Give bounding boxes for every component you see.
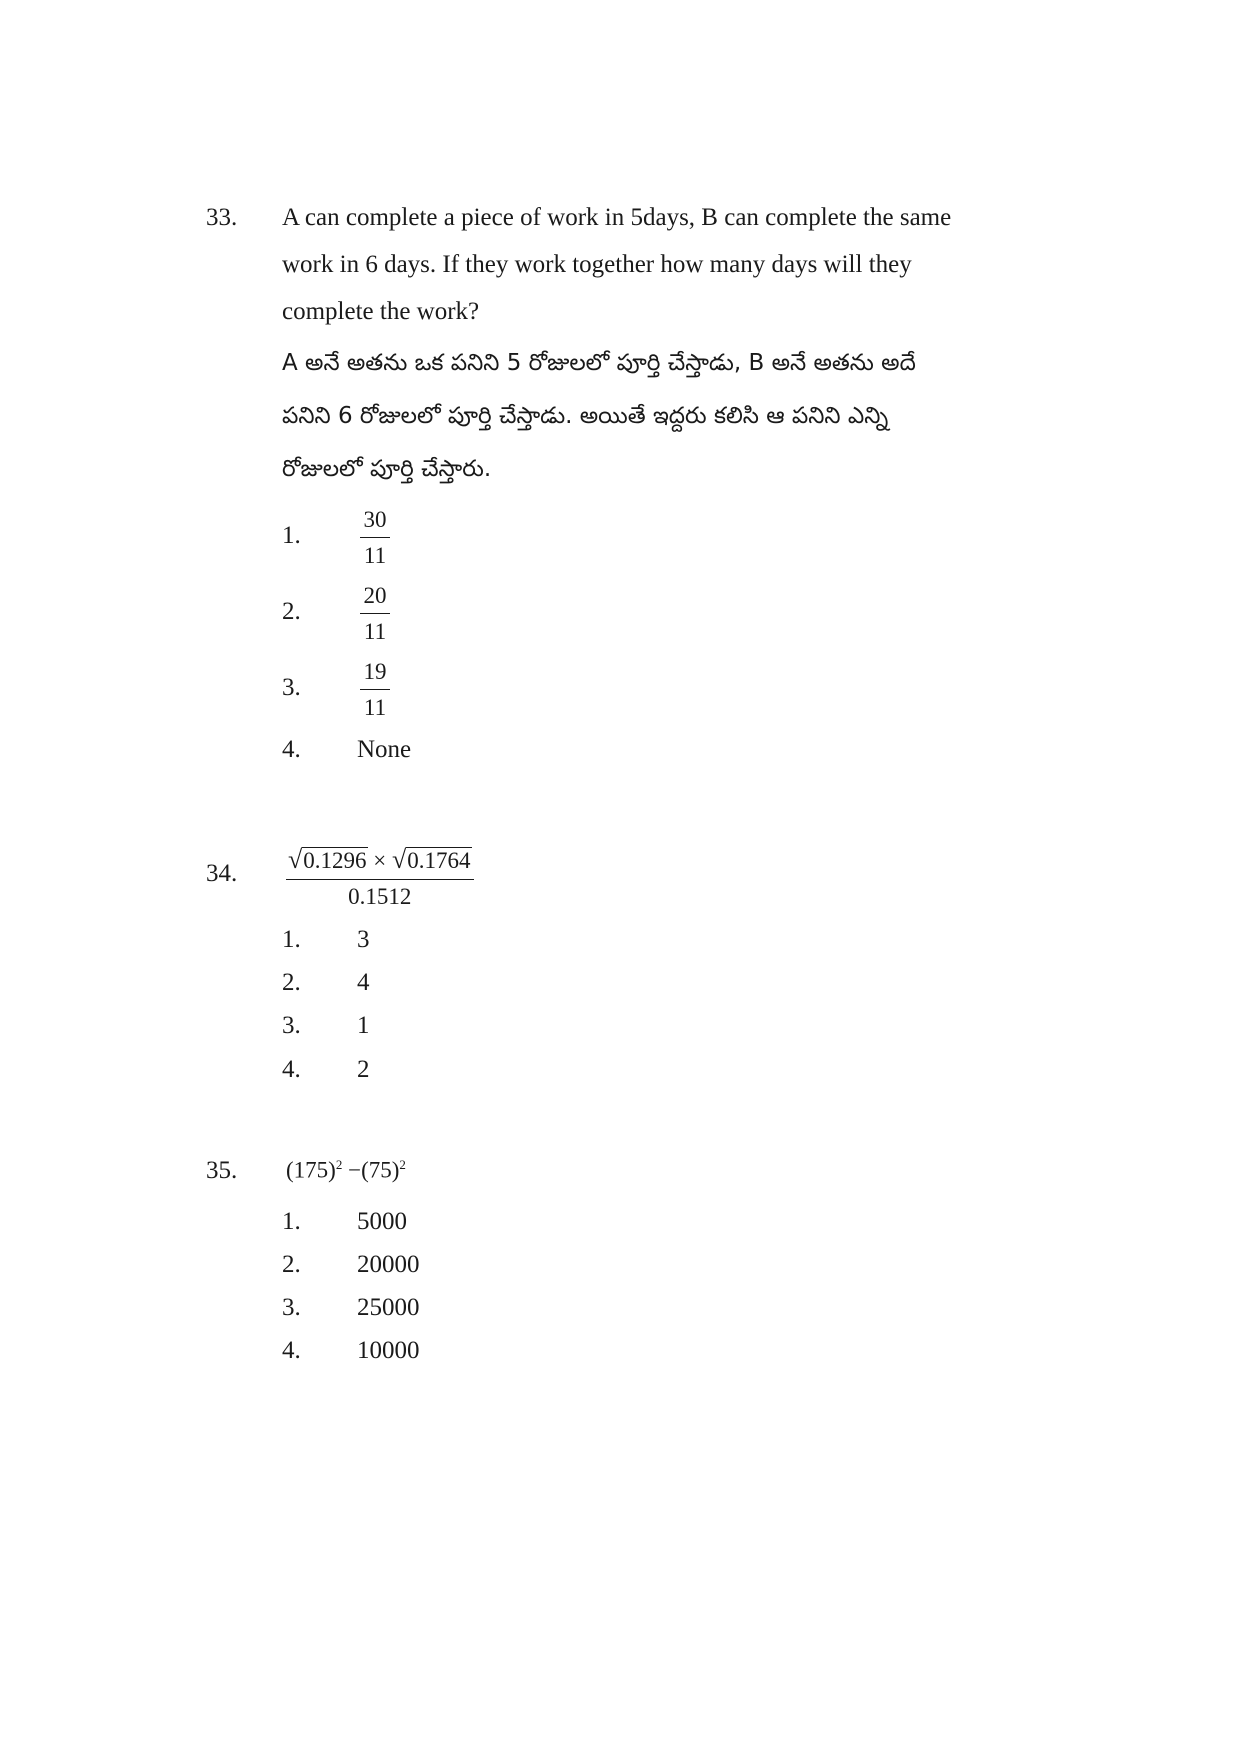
q35-option-3-value: 25000 [357,1294,420,1321]
q35-option-4-number: 4. [282,1337,301,1364]
q33-option-1-number: 1. [282,522,301,549]
q33-option-2-fraction [360,584,390,643]
fraction-denominator: 11 [363,695,387,720]
q33-option-4-value: None [357,736,412,763]
q33-option-3-number: 3. [282,674,301,701]
expression-numerator [286,845,474,880]
q35-option-3-number: 3. [282,1294,301,1321]
q35-option-1-number: 1. [282,1208,301,1235]
minus-operator: − [348,1157,362,1183]
question-34-expression [286,845,474,910]
term-2-base: (75) [361,1157,400,1183]
question-33-telugu-line-3: రోజులలో పూర్తి చేస్తారు. [282,456,492,482]
question-35-number: 35. [206,1157,238,1184]
times-operator: × [373,848,387,873]
question-33-telugu-line-2: పనిని 6 రోజులలో పూర్తి చేస్తాడు. అయితే ఇద్దరు కలిసి ఆ పనిని ఎన్ని [282,403,889,429]
question-33-text-line-2: work in 6 days. If they work together how many days will they [282,251,912,278]
radicand-2: 0.1764 [407,848,471,873]
q34-option-2-number: 2. [282,969,301,996]
q33-option-1-fraction [360,508,390,567]
term-1-exponent: 2 [335,1157,343,1172]
expression-denominator: 0.1512 [348,884,412,909]
q34-option-3-value: 1 [357,1012,370,1039]
q34-option-1-value: 3 [357,926,370,953]
fraction-denominator: 11 [363,543,387,568]
q34-option-1-number: 1. [282,926,301,953]
question-33-number: 33. [206,204,238,231]
q35-option-1-value: 5000 [357,1208,407,1235]
q33-option-2-number: 2. [282,598,301,625]
q33-option-4-number: 4. [282,736,301,763]
q34-option-3-number: 3. [282,1012,301,1039]
fraction-numerator: 19 [360,660,390,690]
question-33-telugu-line-1: A అనే అతను ఒక పనిని 5 రోజులలో పూర్తి చేస్తాడు, B అనే అతను అదే [282,350,916,376]
q35-option-2-number: 2. [282,1251,301,1278]
question-33-text-line-3: complete the work? [282,298,480,325]
square-root-1: √0.1296 [288,845,367,874]
radicand-1: 0.1296 [303,848,367,873]
q35-option-2-value: 20000 [357,1251,420,1278]
q33-option-3-fraction [360,660,390,719]
fraction-numerator: 20 [360,584,390,614]
square-root-2: √0.1764 [392,845,471,874]
term-1-base: (175) [286,1157,336,1183]
q34-option-4-number: 4. [282,1056,301,1083]
q34-option-4-value: 2 [357,1056,370,1083]
fraction-numerator: 30 [360,508,390,538]
q34-option-2-value: 4 [357,969,370,996]
fraction-denominator: 11 [363,619,387,644]
term-2-exponent: 2 [399,1157,406,1172]
question-33-text-line-1: A can complete a piece of work in 5days, B can complete the same [282,204,952,231]
question-34-number: 34. [206,860,238,887]
question-35-expression [286,1157,406,1184]
q35-option-4-value: 10000 [357,1337,420,1364]
